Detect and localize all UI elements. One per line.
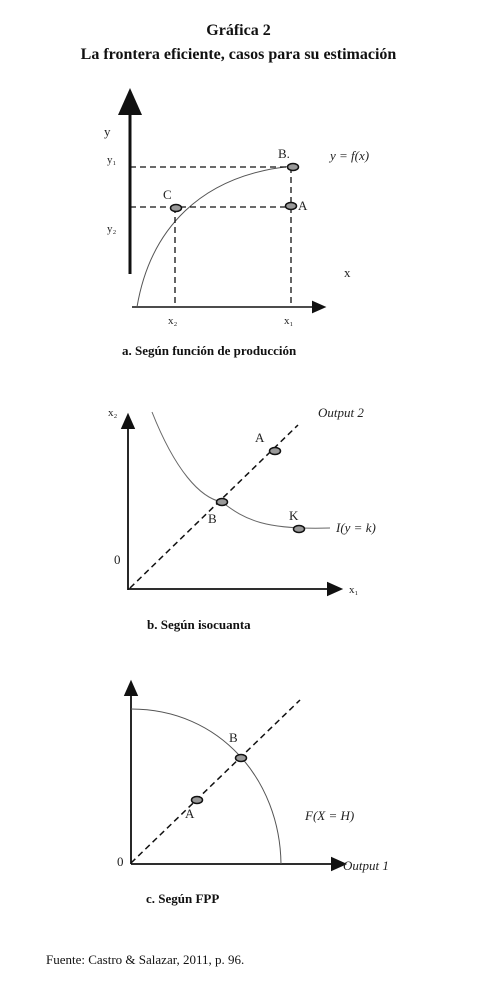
panel-c-ray (131, 700, 300, 863)
source-note: Fuente: Castro & Salazar, 2011, p. 96. (46, 952, 245, 967)
panel-b-diagram (0, 390, 477, 630)
panel-c-point-a-label: A (185, 806, 195, 821)
panel-b-x-label: x₁ (349, 584, 359, 596)
panel-b-point-k-label: K (289, 508, 299, 523)
panel-a-point-a (286, 203, 297, 210)
panel-a-point-c-label: C (163, 187, 172, 202)
panel-a-point-a-label: A (298, 198, 308, 213)
panel-a-caption: a. Según función de producción (122, 343, 297, 358)
panel-c-point-b (236, 755, 247, 762)
panel-b-ray-label: Output 2 (318, 405, 364, 420)
panel-a-y2-label: y₂ (107, 223, 117, 235)
panel-c-x-label: Output 1 (343, 858, 389, 873)
panel-a-x1-label: x₁ (284, 315, 294, 327)
panel-b-curve-label: I(y = k) (336, 520, 376, 535)
panel-a-y1-label: y₁ (107, 154, 117, 166)
panel-a-curve-label: y = f(x) (330, 148, 370, 163)
panel-b-y-label: x₂ (108, 407, 118, 419)
panel-b-point-a (270, 448, 281, 455)
figure-number: Gráfica 2 (206, 22, 271, 39)
panel-b-point-b (217, 499, 228, 506)
panel-b-origin-label: 0 (114, 552, 121, 567)
panel-a-x-label: x (344, 265, 351, 280)
panel-b-point-k (294, 526, 305, 533)
panel-a-diagram (0, 0, 477, 340)
panel-b-caption: b. Según isocuanta (147, 617, 251, 632)
panel-c-curve-label: F(X = H) (305, 808, 355, 823)
panel-a-point-b-label: B. (278, 146, 290, 161)
panel-a-point-c (171, 205, 182, 212)
panel-c-point-a (192, 797, 203, 804)
panel-c-origin-label: 0 (117, 854, 124, 869)
panel-a-x2-label: x₂ (168, 315, 178, 327)
panel-b-point-b-label: B (208, 511, 217, 526)
panel-c-point-b-label: B (229, 730, 238, 745)
panel-c-caption: c. Según FPP (146, 891, 220, 906)
panel-a-point-b (288, 164, 299, 171)
panel-b-point-a-label: A (255, 430, 265, 445)
panel-c-diagram (0, 680, 477, 880)
figure-title: La frontera eficiente, casos para su estimación (80, 46, 397, 63)
panel-b-isoquant-curve (152, 412, 330, 528)
panel-a-production-curve (137, 166, 293, 307)
panel-a-y-label: y (104, 124, 111, 139)
